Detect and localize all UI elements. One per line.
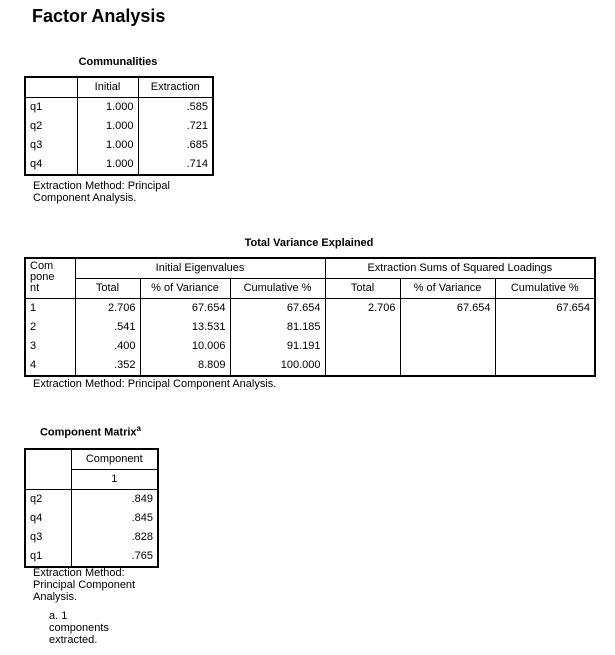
row-label: q3 bbox=[25, 136, 77, 155]
row-label: q1 bbox=[25, 547, 71, 567]
cell-ext-cum bbox=[495, 318, 595, 337]
footnote-line: Extraction Method: Principal bbox=[33, 180, 170, 192]
note-line: extracted. bbox=[49, 634, 98, 646]
cell-cum: 67.654 bbox=[230, 299, 325, 319]
cell-ext-total bbox=[325, 318, 400, 337]
variance-title: Total Variance Explained bbox=[244, 237, 374, 249]
table-row bbox=[25, 490, 158, 510]
table-row bbox=[25, 356, 595, 376]
group-header-component: Component bbox=[71, 449, 158, 470]
row-label: q2 bbox=[25, 490, 71, 510]
cell-loading: .845 bbox=[131, 512, 153, 524]
row-label: q3 bbox=[25, 528, 71, 547]
cell-ext-pct bbox=[400, 318, 495, 337]
cell-pct: 67.654 bbox=[140, 299, 230, 319]
cell-loading: .765 bbox=[131, 550, 153, 562]
cell-initial: 1.000 bbox=[77, 155, 138, 175]
cell-cum: 100.000 bbox=[230, 356, 325, 376]
header-line: pone bbox=[30, 271, 55, 283]
footnote-line: Component Analysis. bbox=[33, 192, 137, 204]
footnote-line: Principal Component bbox=[33, 579, 136, 591]
footnote-line: Analysis. bbox=[33, 591, 78, 603]
component-number: 4 bbox=[25, 356, 75, 376]
cell-total: .400 bbox=[75, 337, 140, 356]
note-line: a. 1 bbox=[49, 610, 68, 622]
component-number: 2 bbox=[25, 318, 75, 337]
cell-ext-total bbox=[325, 356, 400, 376]
component-number: 1 bbox=[25, 299, 75, 319]
title-text: Component Matrix bbox=[39, 426, 137, 439]
component-header bbox=[25, 258, 75, 299]
footnote-line: Extraction Method: bbox=[33, 567, 125, 579]
cell-cum: 91.191 bbox=[230, 337, 325, 356]
title-superscript: a bbox=[136, 424, 141, 433]
cell-extraction: .585 bbox=[186, 101, 208, 113]
table-row bbox=[25, 155, 213, 175]
column-header-extraction: Extraction bbox=[138, 77, 213, 98]
communalities-title: Communalities bbox=[78, 56, 158, 68]
column-header-total: Total bbox=[325, 279, 400, 299]
cell-ext-cum bbox=[495, 337, 595, 356]
cell-extraction: .721 bbox=[186, 120, 208, 132]
cell-extraction: .685 bbox=[186, 139, 208, 151]
cell-initial: 1.000 bbox=[77, 98, 138, 118]
component-number: 3 bbox=[25, 337, 75, 356]
component-matrix-note bbox=[49, 610, 109, 646]
cell-ext-total bbox=[325, 337, 400, 356]
row-label: q4 bbox=[25, 509, 71, 528]
cell-cum: 81.185 bbox=[230, 318, 325, 337]
table-row bbox=[25, 299, 595, 319]
table-row bbox=[25, 509, 158, 528]
cell-pct: 8.809 bbox=[140, 356, 230, 376]
column-header-pct-variance: % of Variance bbox=[400, 279, 495, 299]
table-row bbox=[25, 136, 213, 155]
row-label: q1 bbox=[25, 98, 77, 118]
row-label: q2 bbox=[25, 117, 77, 136]
group-header-extraction-sums: Extraction Sums of Squared Loadings bbox=[325, 258, 595, 279]
row-label: q4 bbox=[25, 155, 77, 175]
cell-loading: .849 bbox=[131, 493, 153, 505]
column-header-cumulative: Cumulative % bbox=[495, 279, 595, 299]
cell-ext-pct bbox=[400, 356, 495, 376]
cell-ext-cum bbox=[495, 356, 595, 376]
variance-footnote: Extraction Method: Principal Component Analysis. bbox=[33, 378, 277, 390]
cell-loading: .828 bbox=[131, 531, 153, 543]
communalities-table bbox=[24, 76, 214, 176]
table-row bbox=[25, 117, 213, 136]
cell-initial: 1.000 bbox=[77, 136, 138, 155]
column-header-initial: Initial bbox=[77, 77, 138, 98]
group-header-initial-eigenvalues: Initial Eigenvalues bbox=[75, 258, 325, 279]
column-header-pct-variance: % of Variance bbox=[140, 279, 230, 299]
table-row bbox=[25, 547, 158, 567]
communalities-footnote bbox=[33, 180, 170, 204]
corner-cell bbox=[25, 449, 71, 490]
header-line: nt bbox=[30, 282, 40, 294]
table-row bbox=[25, 528, 158, 547]
cell-ext-total: 2.706 bbox=[325, 299, 400, 319]
cell-total: .352 bbox=[75, 356, 140, 376]
cell-ext-cum: 67.654 bbox=[556, 302, 591, 314]
table-row bbox=[25, 98, 213, 118]
header-line: Com bbox=[30, 260, 54, 272]
cell-total: 2.706 bbox=[75, 299, 140, 319]
cell-ext-pct: 67.654 bbox=[400, 299, 495, 319]
page-title: Factor Analysis bbox=[32, 6, 166, 26]
cell-initial: 1.000 bbox=[77, 117, 138, 136]
table-row bbox=[25, 318, 595, 337]
cell-pct: 10.006 bbox=[140, 337, 230, 356]
note-line: components bbox=[49, 622, 109, 634]
variance-table bbox=[24, 257, 596, 377]
column-header-component-1: 1 bbox=[71, 470, 158, 490]
cell-extraction: .714 bbox=[186, 158, 208, 170]
column-header-total: Total bbox=[75, 279, 140, 299]
cell-ext-pct bbox=[400, 337, 495, 356]
component-matrix-title bbox=[24, 424, 157, 439]
cell-pct: 13.531 bbox=[140, 318, 230, 337]
table-row bbox=[25, 337, 595, 356]
column-header-cumulative: Cumulative % bbox=[230, 279, 325, 299]
cell-total: .541 bbox=[75, 318, 140, 337]
corner-cell bbox=[25, 77, 77, 98]
component-matrix-table bbox=[24, 448, 159, 568]
component-matrix-footnote bbox=[33, 567, 135, 603]
